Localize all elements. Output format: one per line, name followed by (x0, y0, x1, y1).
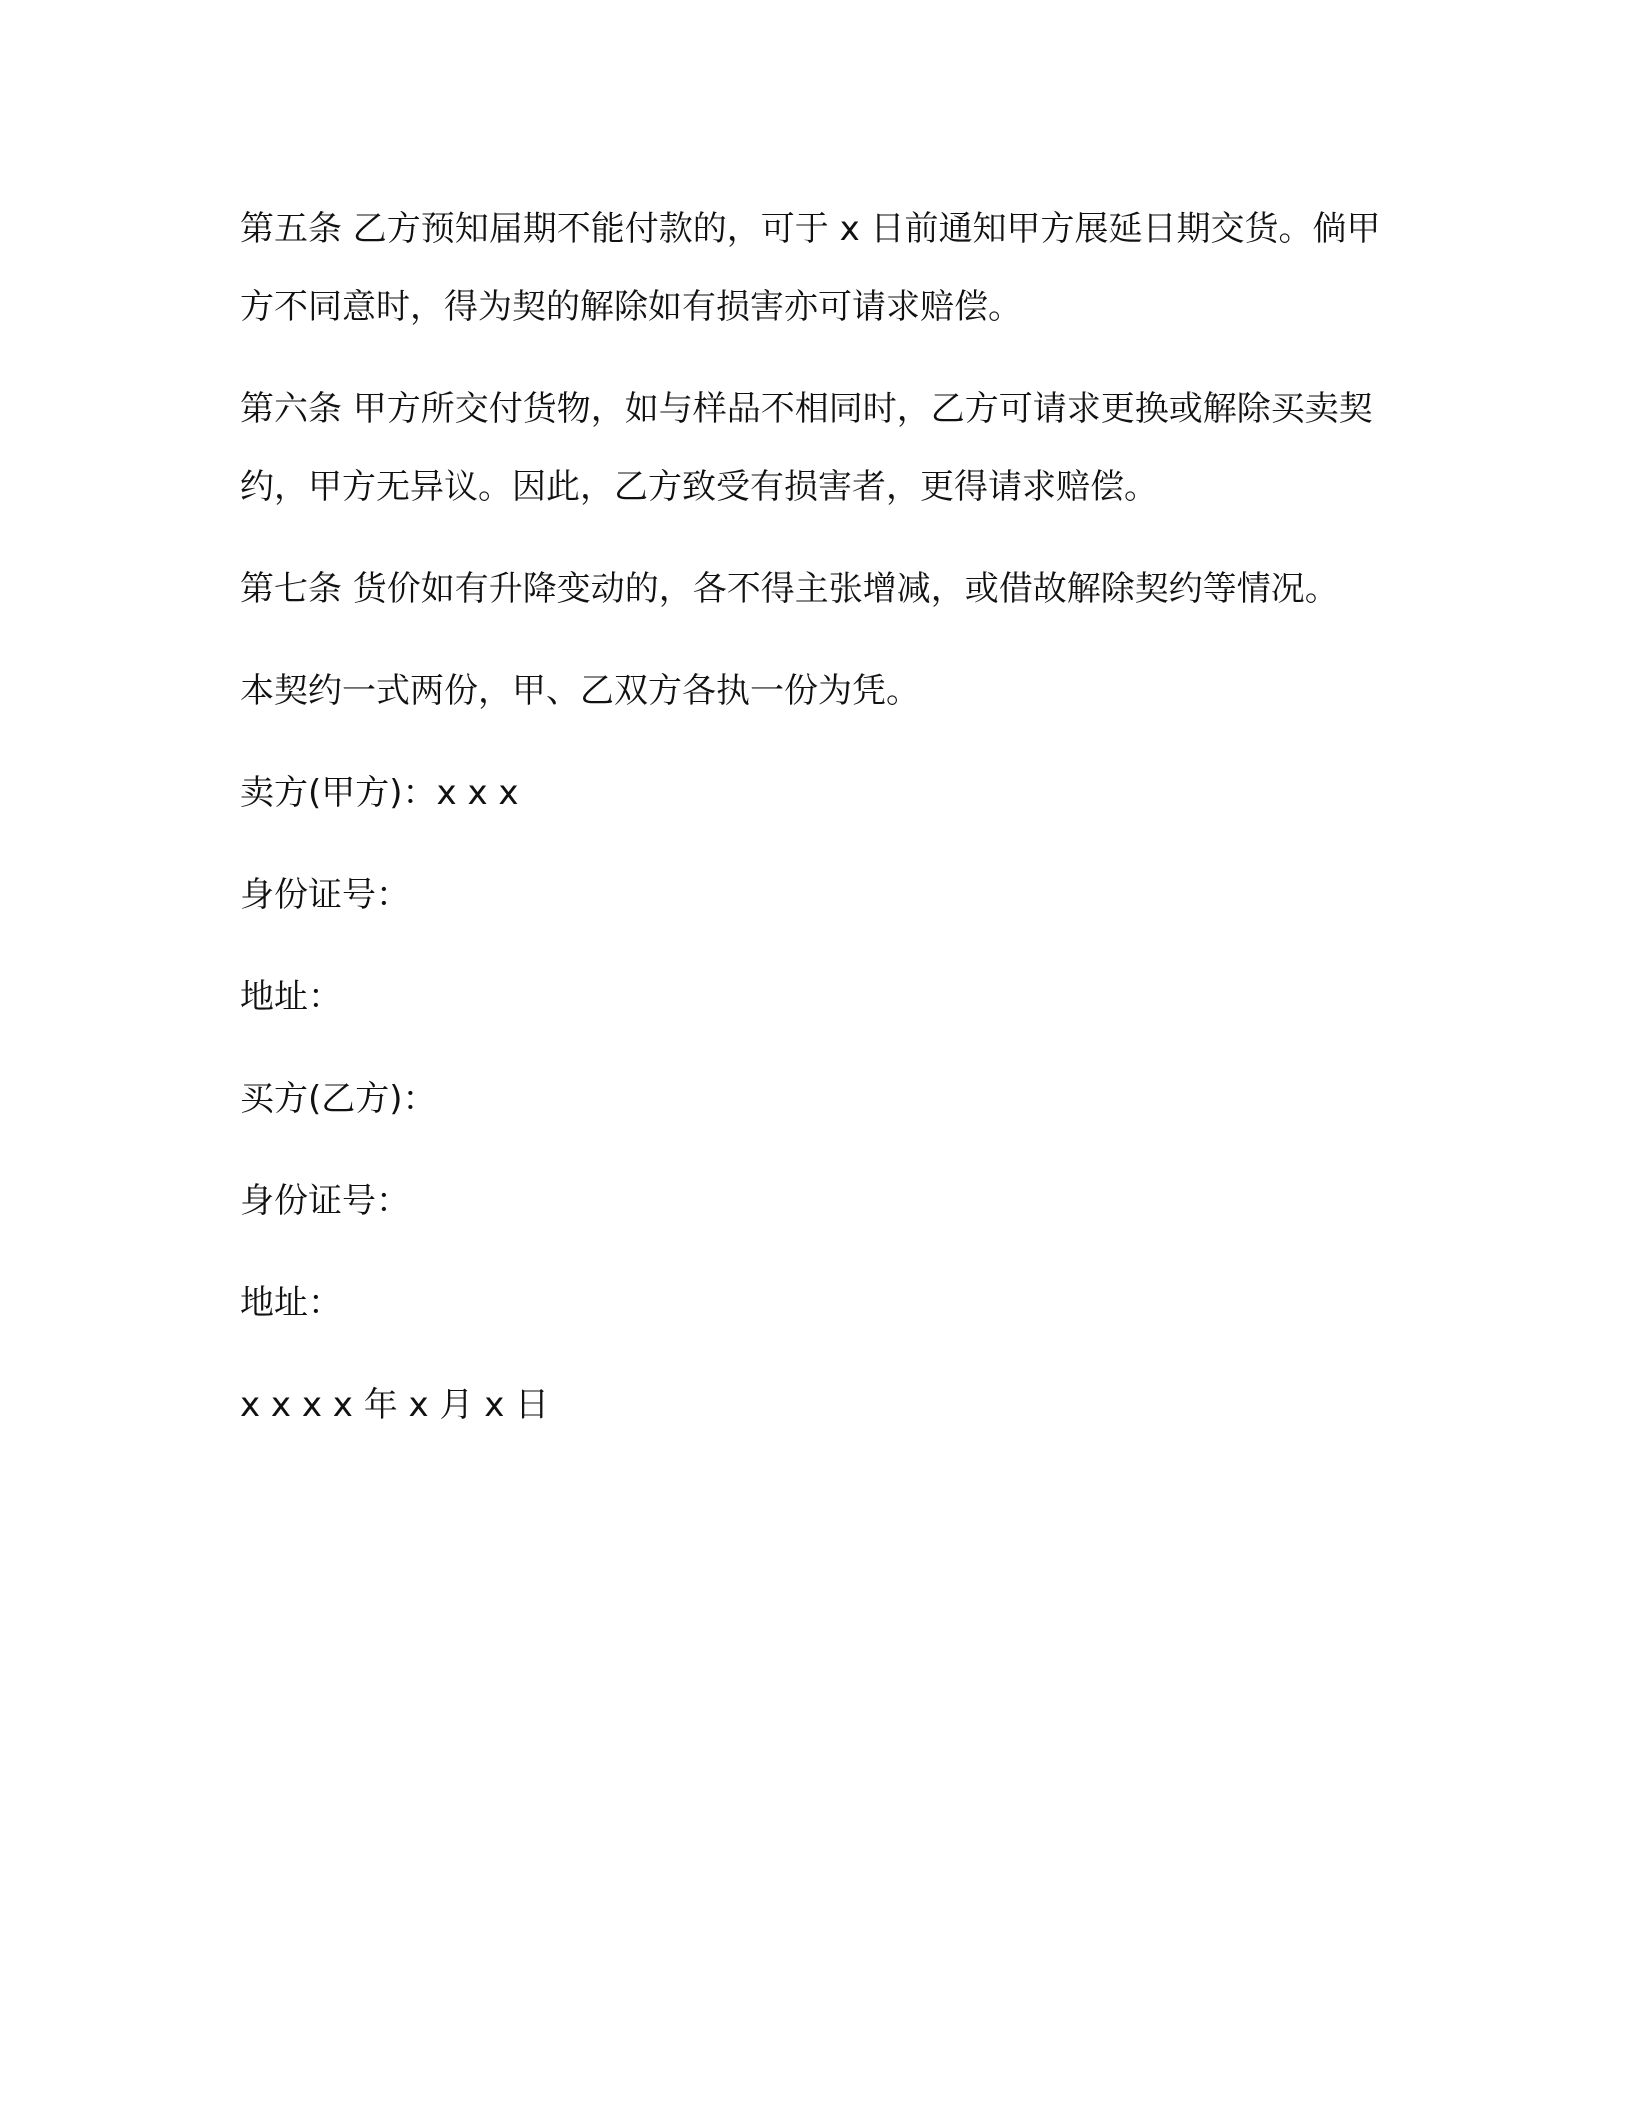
seller-address-label: 地址： (240, 977, 342, 1017)
clause-article-6: 第六条 甲方所交付货物，如与样品不相同时，乙方可请求更换或解除买卖契约，甲方无异议。因此，乙方致受有损害者，更得请求赔偿。 (240, 389, 1373, 507)
clause-article-5: 第五条 乙方预知届期不能付款的，可于 x 日前通知甲方展延日期交货。倘甲方不同意时，得为契的解除如有损害亦可请求赔偿。 (240, 209, 1381, 327)
seller-id-label: 身份证号： (240, 875, 410, 915)
copies-statement: 本契约一式两份，甲、乙双方各执一份为凭。 (240, 671, 920, 711)
clause-article-7: 第七条 货价如有升降变动的，各不得主张增减，或借故解除契约等情况。 (240, 569, 1339, 609)
document-body (240, 190, 1400, 1468)
buyer-id-label: 身份证号： (240, 1181, 410, 1221)
buyer-address-label: 地址： (240, 1283, 342, 1323)
seller-label: 卖方(甲方)：x x x (240, 773, 519, 813)
contract-date: x x x x 年 x 月 x 日 (240, 1385, 550, 1425)
buyer-label: 买方(乙方)： (240, 1079, 437, 1119)
